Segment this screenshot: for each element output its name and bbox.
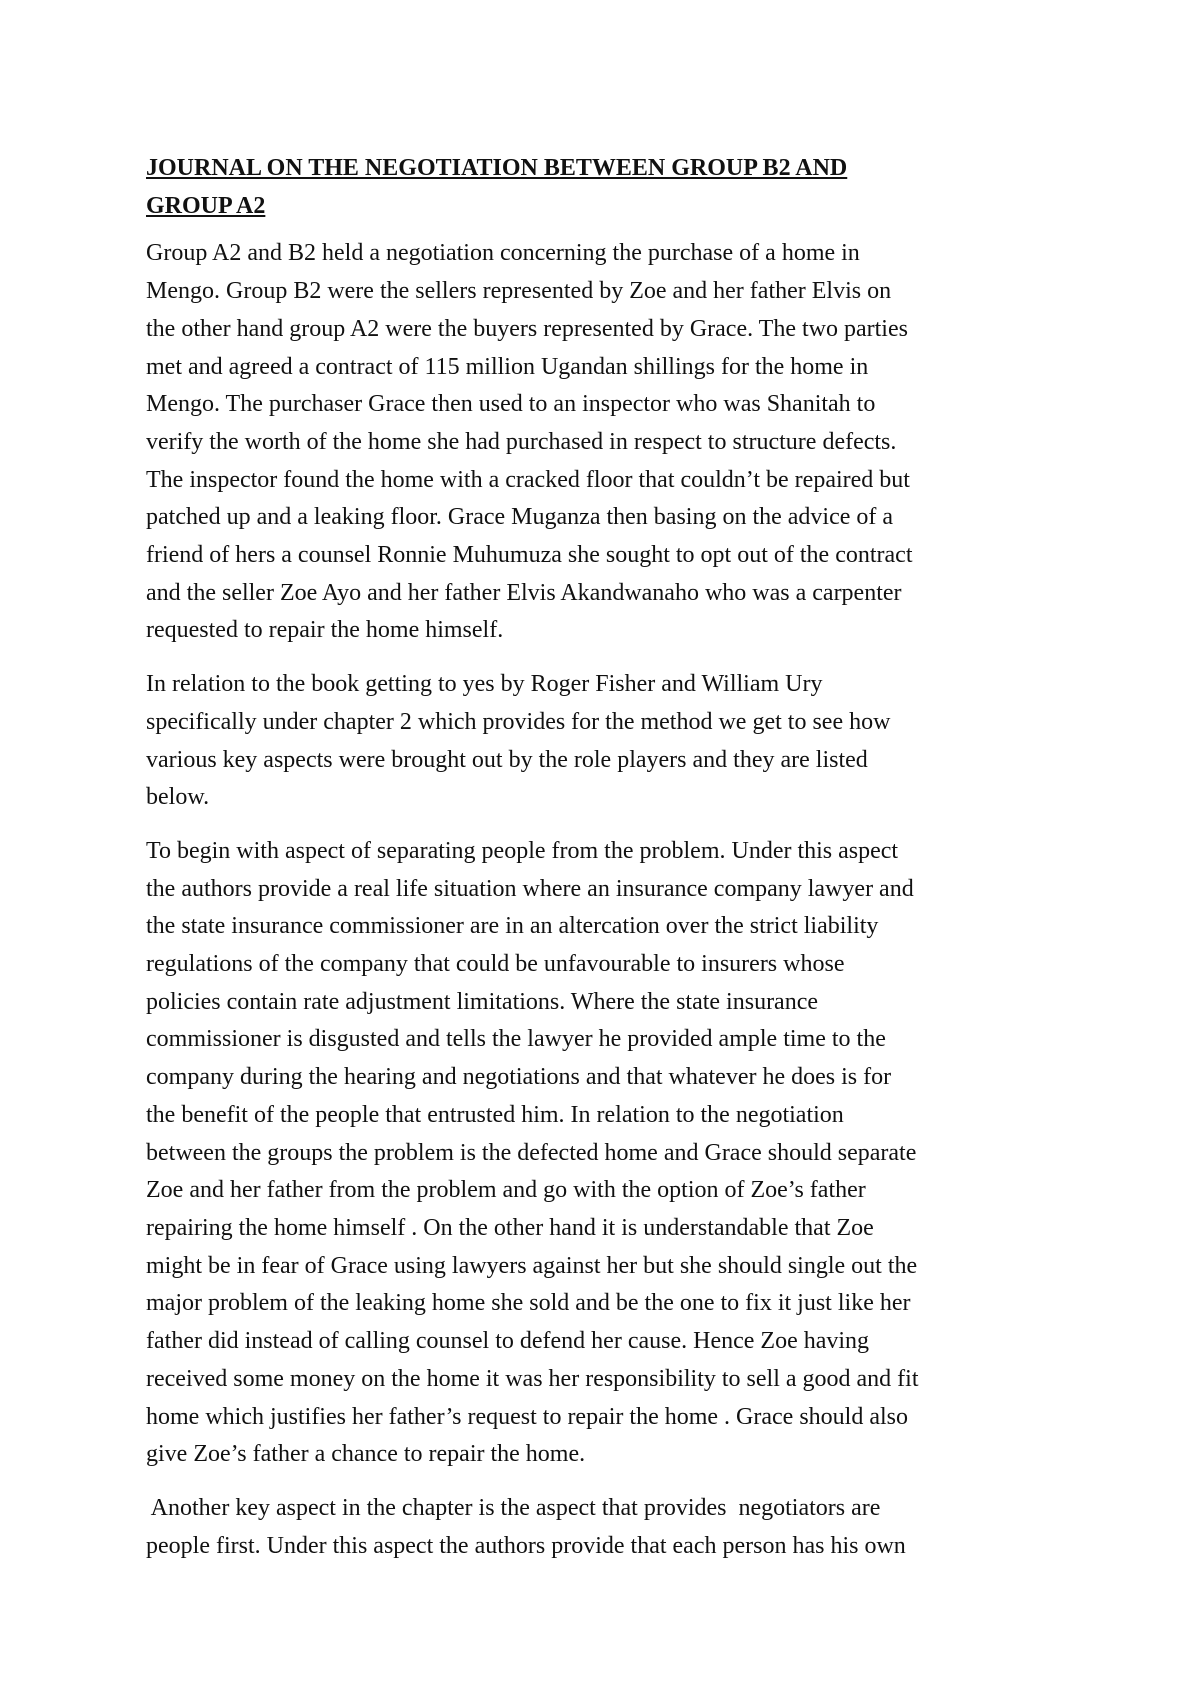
text-line: regulations of the company that could be unfavourable to insurers whose [146, 951, 845, 978]
text-line: received some money on the home it was her responsibility to sell a good and fit [146, 1365, 919, 1392]
text-line: Mengo. The purchaser Grace then used to an inspector who was Shanitah to [146, 391, 876, 418]
text-line: the authors provide a real life situation where an insurance company lawyer and [146, 875, 914, 902]
title-line: GROUP A2 [146, 192, 266, 219]
text-line: home which justifies her father’s request to repair the home . Grace should also [146, 1403, 908, 1430]
text-line: To begin with aspect of separating people from the problem. Under this aspect [146, 837, 899, 864]
text-line: the state insurance commissioner are in an altercation over the strict liability [146, 913, 879, 940]
text-line: various key aspects were brought out by the role players and they are listed [146, 746, 868, 773]
text-line: commissioner is disgusted and tells the lawyer he provided ample time to the [146, 1026, 886, 1053]
text-line: patched up and a leaking floor. Grace Muganza then basing on the advice of a [146, 504, 894, 531]
text-line: the benefit of the people that entrusted him. In relation to the negotiation [146, 1101, 844, 1128]
text-line: met and agreed a contract of 115 million Ugandan shillings for the home in [146, 353, 869, 380]
text-line: might be in fear of Grace using lawyers against her but she should single out the [146, 1252, 918, 1279]
text-line: Mengo. Group B2 were the sellers represented by Zoe and her father Elvis on [146, 278, 892, 305]
document-body [146, 150, 1076, 1581]
text-line: specifically under chapter 2 which provides for the method we get to see how [146, 708, 891, 735]
text-line: give Zoe’s father a chance to repair the home. [146, 1441, 586, 1468]
paragraph-book-reference [146, 666, 1076, 817]
text-line: Zoe and her father from the problem and go with the option of Zoe’s father [146, 1177, 866, 1204]
text-line: between the groups the problem is the defected home and Grace should separate [146, 1139, 917, 1166]
text-line: repairing the home himself . On the other hand it is understandable that Zoe [146, 1214, 874, 1241]
text-line: and the seller Zoe Ayo and her father Elvis Akandwanaho who was a carpenter [146, 579, 902, 606]
text-line: the other hand group A2 were the buyers represented by Grace. The two parties [146, 315, 908, 342]
paragraph-negotiators-people-first [146, 1490, 1076, 1565]
text-line: The inspector found the home with a cracked floor that couldn’t be repaired but [146, 466, 910, 493]
text-line: requested to repair the home himself. [146, 617, 504, 644]
text-line: company during the hearing and negotiations and that whatever he does is for [146, 1064, 892, 1091]
text-line: verify the worth of the home she had purchased in respect to structure defects. [146, 428, 897, 455]
title-line: JOURNAL ON THE NEGOTIATION BETWEEN GROUP B2 AND [146, 155, 848, 181]
text-line: below. [146, 784, 210, 811]
paragraph-summary [146, 235, 1076, 650]
text-line: major problem of the leaking home she sold and be the one to fix it just like her [146, 1290, 911, 1317]
text-line: father did instead of calling counsel to defend her cause. Hence Zoe having [146, 1328, 870, 1355]
text-line: In relation to the book getting to yes by Roger Fisher and William Ury [146, 671, 823, 698]
text-line: friend of hers a counsel Ronnie Muhumuza she sought to opt out of the contract [146, 542, 913, 569]
document-title [146, 150, 1076, 225]
text-line: Another key aspect in the chapter is the aspect that provides negotiators are [146, 1494, 881, 1521]
text-line: people first. Under this aspect the authors provide that each person has his own [146, 1532, 906, 1559]
text-line: policies contain rate adjustment limitations. Where the state insurance [146, 988, 819, 1015]
paragraph-separating-people [146, 833, 1076, 1474]
text-line: Group A2 and B2 held a negotiation concerning the purchase of a home in [146, 240, 860, 267]
